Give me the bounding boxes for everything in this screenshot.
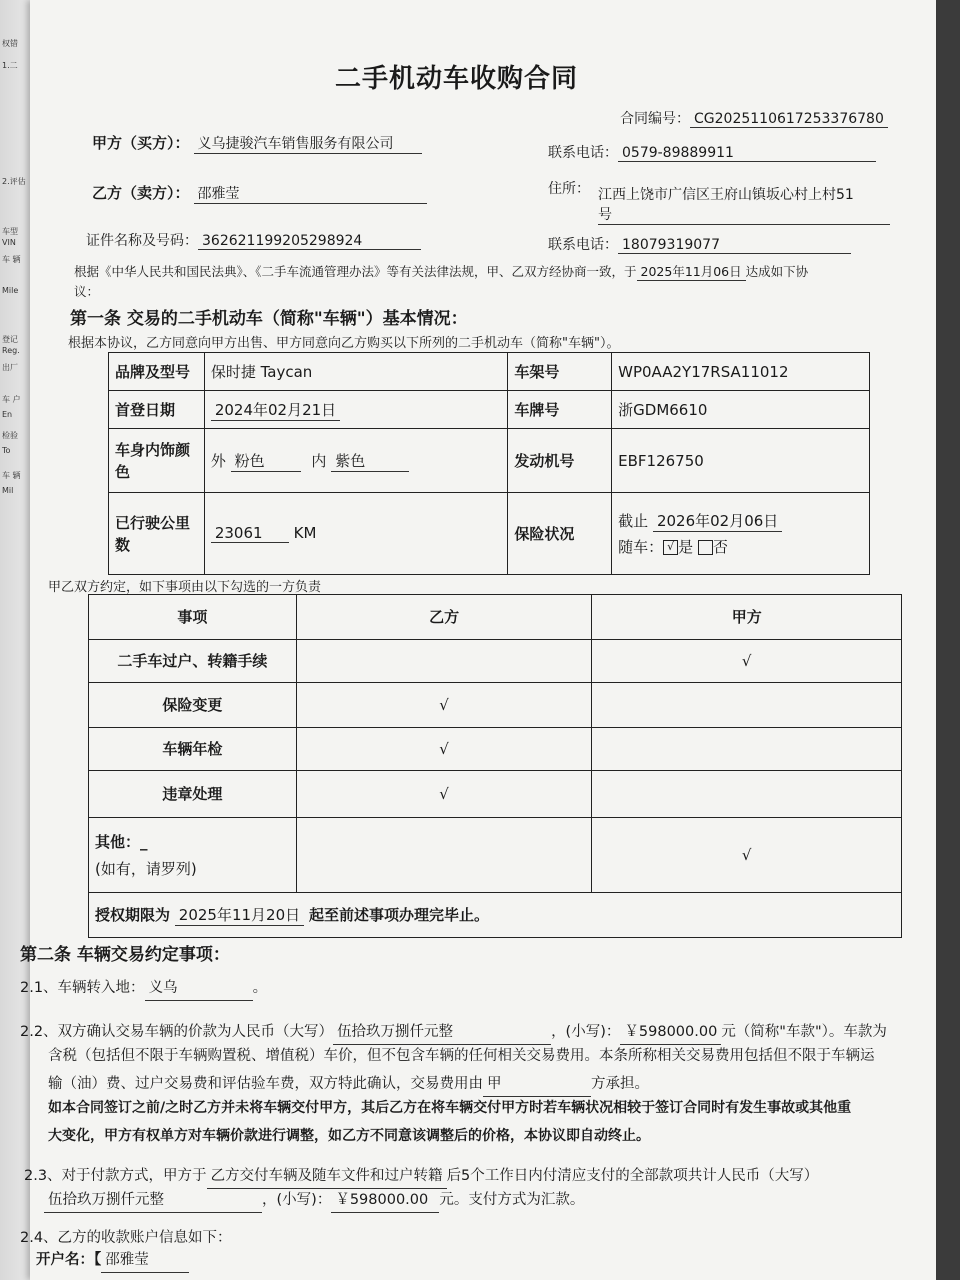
adjust-clause-line2: 大变化，甲方有权单方对车辆价款进行调整，如乙方不同意该调整后的价格，本协议即自动终止。: [48, 1128, 650, 1144]
payment-lower: ￥598000.00: [331, 1188, 439, 1213]
resp-a-mark[interactable]: √: [592, 639, 902, 682]
clause-2-1: [20, 976, 267, 1001]
contract-number: [620, 108, 888, 128]
intro-text-end: 达成如下协: [745, 264, 809, 279]
clause-2-2: [20, 1020, 887, 1045]
clause-2-2-line3: [48, 1072, 649, 1097]
insurance-cell: [612, 493, 870, 575]
mileage-cell: [204, 493, 508, 575]
no-checkbox[interactable]: [698, 540, 713, 555]
party-a-phone-label: 联系电话：: [548, 145, 618, 161]
resp-header-item: 事项: [89, 595, 297, 640]
auth-period-cell: [89, 893, 902, 938]
clause-2-3-line2: [44, 1188, 584, 1213]
auth-date: 2025年11月20日: [175, 904, 304, 926]
strip-text: VIN: [2, 238, 16, 247]
adjust-clause-line1: 如本合同签订之前/之时乙方并未将车辆交付甲方，其后乙方在将车辆交付甲方时若车辆状况相较于签订合同时有发生事故或其他重: [48, 1100, 852, 1116]
resp-b-mark[interactable]: [296, 639, 592, 682]
resp-b-mark[interactable]: √: [296, 770, 592, 817]
intro-paragraph: [74, 262, 808, 281]
resp-other-b[interactable]: [296, 817, 592, 893]
clause-2-2-text2: ，(小写)：: [551, 1024, 621, 1040]
party-b-phone-value: 18079319077: [618, 237, 851, 254]
responsibility-table: [88, 594, 902, 938]
insurance-until-date: 2026年02月06日: [653, 510, 782, 532]
insurance-until-label: 截止: [618, 512, 649, 530]
price-lower: ￥598000.00: [620, 1020, 721, 1045]
article2-title: 第二条 车辆交易约定事项：: [20, 945, 230, 965]
clause-2-2-num: 2.2、: [20, 1024, 58, 1040]
brand-value: 保时捷 Taycan: [204, 353, 508, 391]
resp-item: 保险变更: [89, 682, 297, 727]
resp-other-a-mark[interactable]: √: [592, 817, 902, 893]
clause-2-1-label: 2.1、车辆转入地：: [20, 980, 145, 996]
contract-title: 二手机动车收购合同: [335, 64, 579, 94]
article1-desc: 根据本协议，乙方同意向甲方出售、甲方同意向乙方购买以下所列的二手机动车（简称"车辆"）。: [68, 336, 620, 351]
party-b-phone: [548, 234, 851, 254]
party-a-name: 义乌捷骏汽车销售服务有限公司: [194, 133, 422, 154]
resp-a-mark[interactable]: [592, 770, 902, 817]
payment-upper: 伍拾玖万捌仟元整: [44, 1188, 262, 1213]
strip-text: 2.评估: [2, 177, 26, 186]
mileage-unit: KM: [293, 524, 317, 542]
account-name-label: 开户名：【: [36, 1252, 102, 1268]
id-label: 证件名称及号码：: [86, 233, 198, 249]
int-label: 内: [311, 451, 327, 470]
engine-value: EBF126750: [612, 429, 870, 493]
price-upper: 伍拾玖万捌仟元整: [333, 1020, 551, 1045]
resp-intro: 甲乙双方约定，如下事项由以下勾选的一方负责: [48, 580, 322, 595]
vin-value: WP0AA2Y17RSA11012: [612, 353, 870, 391]
yes-checkbox[interactable]: √: [663, 540, 678, 555]
clause-2-2-line3-text: 输（油）费、过户交易费和评估验车费，双方特此确认，交易费用由: [48, 1076, 483, 1092]
ext-color: 粉色: [231, 450, 301, 472]
color-label: 车身内饰颜色: [109, 429, 205, 493]
mileage-value: 23061: [211, 524, 289, 543]
strip-text: Mile: [2, 286, 19, 295]
clause-2-3-num: 2.3、: [24, 1168, 62, 1184]
party-b-phone-label: 联系电话：: [548, 237, 618, 253]
resp-a-mark[interactable]: [592, 727, 902, 770]
insurance-label: 保险状况: [508, 493, 612, 575]
party-b-label: 乙方（卖方）：: [92, 184, 190, 202]
intro-line2: 议：: [74, 284, 100, 299]
mileage-label: 已行驶公里数: [109, 493, 205, 575]
clause-2-2-line3-end: 方承担。: [591, 1076, 649, 1092]
engine-label: 发动机号: [508, 429, 612, 493]
party-b-address: [548, 178, 590, 198]
party-a-phone-value: 0579-89889911: [618, 145, 876, 162]
vehicle-info-table: [108, 352, 870, 575]
intro-text: 根据《中华人民共和国民法典》、《二手车流通管理办法》等有关法律法规，甲、乙双方经协商一致，于: [74, 264, 637, 279]
with-car-label: 随车：: [618, 538, 664, 556]
article1-title: 第一条 交易的二手机动车（简称"车辆"）基本情况：: [70, 309, 468, 329]
reg-date-label: 首登日期: [109, 391, 205, 429]
strip-text: 权错: [2, 39, 18, 48]
with-car-row: [618, 536, 863, 557]
clause-2-2-line2: 含税（包括但不限于车辆购置税、增值税）车价，但不包含车辆的任何相关交易费用。本条所称相关交易费用包括但不限于车辆运: [48, 1048, 875, 1064]
strip-text: 车型: [2, 227, 18, 236]
strip-text: Mil: [2, 486, 14, 495]
strip-text: 登记: [2, 335, 18, 344]
contract-number-label: 合同编号：: [620, 111, 690, 127]
strip-text: 车 户: [2, 395, 21, 404]
account-name: 邵雅莹: [101, 1248, 189, 1273]
resp-item: 二手车过户、转籍手续: [89, 639, 297, 682]
auth-label: 授权期限为: [95, 906, 171, 925]
clause-2-2-text3: 元（简称"车款"）。车款为: [721, 1024, 887, 1040]
resp-a-mark[interactable]: [592, 682, 902, 727]
clause-2-1-end: 。: [252, 980, 268, 996]
payment-condition: 乙方交付车辆及随车文件和过户转籍: [207, 1164, 447, 1189]
sign-date: 2025年11月06日: [637, 262, 746, 281]
contract-number-value: CG202511061725337678​0: [690, 111, 888, 128]
transfer-city: 义乌: [145, 976, 253, 1001]
strip-text: En: [2, 410, 13, 419]
int-color: 紫色: [331, 450, 409, 472]
color-cell: [204, 429, 508, 493]
strip-text: 检验: [2, 431, 18, 440]
resp-b-mark[interactable]: √: [296, 682, 592, 727]
id-value: 362621199205298924: [198, 233, 421, 250]
insurance-until-row: [618, 510, 863, 532]
party-b-address-label: 住所：: [548, 181, 590, 197]
ext-label: 外: [210, 451, 226, 470]
clause-2-3: [24, 1164, 818, 1189]
strip-text: 车 辆: [2, 471, 21, 480]
no-label: 否: [712, 538, 728, 556]
resp-other-label: 其他：_: [95, 832, 148, 851]
clause-2-3-text: 对于付款方式，甲方于: [61, 1168, 207, 1184]
id-row: [86, 230, 421, 250]
strip-text: To: [2, 446, 11, 455]
strip-text: 出厂: [2, 363, 18, 372]
resp-header-a: 甲方: [592, 595, 902, 640]
party-b-name: 邵雅莹: [194, 183, 427, 204]
resp-other-note: (如有，请罗列): [95, 859, 197, 878]
clause-2-3-text4: 元。支付方式为汇款。: [439, 1192, 585, 1208]
party-b-address-line1: 江西上饶市广信区王府山镇坂心村上村51: [598, 187, 854, 203]
plate-value: 浙GDM6610: [612, 391, 870, 429]
contract-page: [20, 0, 936, 1280]
plate-label: 车牌号: [508, 391, 612, 429]
party-b-address-line2: 号: [598, 204, 890, 225]
strip-text: 车 辆: [2, 255, 21, 264]
strip-text: 1.二: [2, 61, 18, 70]
resp-other-cell: [89, 817, 297, 893]
reg-date-value: 2024年02月21日: [211, 399, 340, 421]
clause-2-3-text2: 后5个工作日内付清应支付的全部款项共计人民币（大写）: [446, 1168, 819, 1184]
auth-tail: 起至前述事项办理完毕止。: [308, 906, 489, 925]
clause-2-2-text: 双方确认交易车辆的价款为人民币（大写）: [57, 1024, 334, 1040]
clause-2-4: 2.4、乙方的收款账户信息如下：: [20, 1230, 232, 1246]
account-name-row: [36, 1248, 189, 1273]
party-a-label: 甲方（买方）：: [92, 134, 190, 152]
party-a-phone: [548, 142, 876, 162]
party-b-row: [92, 182, 427, 204]
resp-item: 车辆年检: [89, 727, 297, 770]
resp-header-b: 乙方: [296, 595, 592, 640]
party-a-row: [92, 132, 422, 154]
vin-label: 车架号: [508, 353, 612, 391]
reg-date-cell: [204, 391, 508, 429]
resp-item: 违章处理: [89, 770, 297, 817]
fee-payer: 甲: [483, 1072, 591, 1097]
yes-label: 是: [678, 538, 694, 556]
strip-text: Reg.: [2, 346, 20, 355]
brand-label: 品牌及型号: [109, 353, 205, 391]
resp-b-mark[interactable]: √: [296, 727, 592, 770]
clause-2-3-text3: ，(小写)：: [262, 1192, 332, 1208]
